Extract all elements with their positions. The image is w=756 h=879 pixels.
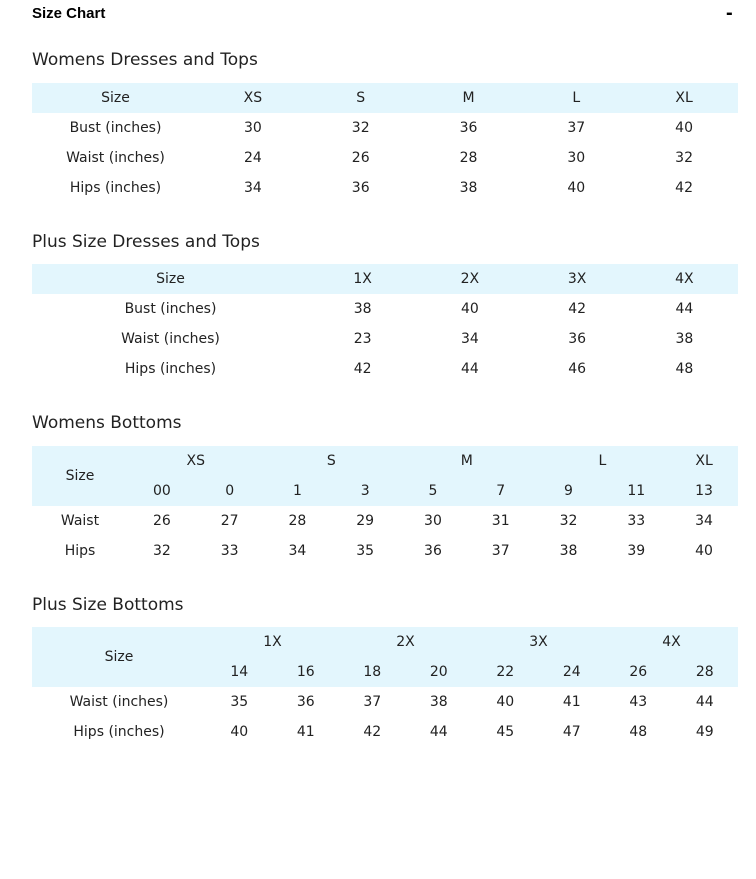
table-cell: 28 <box>288 513 307 529</box>
table-cell: 45 <box>496 724 515 740</box>
table-cell: 24 <box>243 150 262 166</box>
size-group-header: 3X <box>529 634 548 650</box>
table-cell: 38 <box>675 331 694 347</box>
size-number: 11 <box>627 483 646 499</box>
row-label: Hips (inches) <box>69 180 162 196</box>
size-number: 9 <box>564 483 573 499</box>
table-header-row <box>32 83 738 113</box>
table-cell: 30 <box>567 150 586 166</box>
table-dresses-tops <box>32 83 738 203</box>
table-row <box>32 354 738 384</box>
table-row <box>32 687 738 717</box>
table-row <box>32 536 738 566</box>
table-row <box>32 294 738 324</box>
table-cell: 33 <box>627 513 646 529</box>
table-cell: 40 <box>567 180 586 196</box>
table-cell: 26 <box>351 150 370 166</box>
row-label: Hips (inches) <box>124 361 217 377</box>
row-label: Waist (inches) <box>69 694 169 710</box>
table-cell: 43 <box>629 694 648 710</box>
table-cell: 38 <box>353 301 372 317</box>
table-cell: 44 <box>695 694 714 710</box>
table-cell: 37 <box>567 120 586 136</box>
table-cell: 49 <box>695 724 714 740</box>
table-cell: 29 <box>356 513 375 529</box>
table-header-row <box>32 476 738 506</box>
column-header: 4X <box>675 271 694 287</box>
table-cell: 30 <box>243 120 262 136</box>
table-cell: 27 <box>220 513 239 529</box>
table-row <box>32 143 738 173</box>
size-group-header: XS <box>186 453 205 469</box>
size-number: 20 <box>429 664 448 680</box>
column-header: 3X <box>567 271 587 287</box>
row-label: Waist (inches) <box>66 150 165 166</box>
table-cell: 48 <box>675 361 694 377</box>
table-cell: 42 <box>675 180 693 196</box>
table-bottoms <box>32 446 738 566</box>
table-cell: 46 <box>568 361 587 377</box>
table-header-row <box>32 264 738 294</box>
table-cell: 40 <box>496 694 515 710</box>
size-header: Size <box>65 468 95 484</box>
size-group-header: L <box>598 453 607 469</box>
table-row <box>32 113 738 143</box>
table-cell: 40 <box>675 120 693 136</box>
size-group-header: 4X <box>662 634 681 650</box>
table-cell: 48 <box>629 724 648 740</box>
size-number: 24 <box>562 664 581 680</box>
table-cell: 32 <box>351 120 370 136</box>
table-row <box>32 717 738 747</box>
size-group-header: 2X <box>396 634 415 650</box>
section-title-plus-dresses-tops: Plus Size Dresses and Tops <box>32 232 260 252</box>
table-cell: 34 <box>243 180 262 196</box>
column-header: 2X <box>460 271 480 287</box>
table-cell: 47 <box>562 724 581 740</box>
section-title-bottoms: Womens Bottoms <box>32 413 182 433</box>
table-cell: 37 <box>363 694 382 710</box>
table-cell: 44 <box>460 361 479 377</box>
size-number: 18 <box>363 664 382 680</box>
row-label: Hips <box>64 543 96 559</box>
size-number: 0 <box>225 483 235 499</box>
table-cell: 42 <box>363 724 382 740</box>
size-number: 5 <box>428 483 438 499</box>
size-number: 16 <box>296 664 315 680</box>
row-label: Waist <box>60 513 100 529</box>
size-group-header: 1X <box>263 634 282 650</box>
table-cell: 34 <box>695 513 713 529</box>
table-cell: 36 <box>424 543 442 559</box>
table-cell: 44 <box>675 301 694 317</box>
table-cell: 23 <box>353 331 372 347</box>
column-header: 1X <box>353 271 372 287</box>
table-cell: 36 <box>459 120 478 136</box>
table-cell: 34 <box>288 543 307 559</box>
table-cell: 40 <box>230 724 249 740</box>
table-cell: 26 <box>152 513 171 529</box>
size-number: 26 <box>629 664 648 680</box>
table-cell: 32 <box>675 150 693 166</box>
row-label: Waist (inches) <box>121 331 220 347</box>
table-row <box>32 173 738 203</box>
section-title-plus-bottoms: Plus Size Bottoms <box>32 595 184 615</box>
table-cell: 36 <box>568 331 587 347</box>
table-cell: 41 <box>562 694 581 710</box>
table-cell: 38 <box>559 543 578 559</box>
table-plus-bottoms <box>32 627 738 747</box>
row-label: Bust (inches) <box>69 120 162 136</box>
table-cell: 35 <box>230 694 249 710</box>
size-group-header: XL <box>695 453 713 469</box>
size-number: 3 <box>360 483 370 499</box>
size-number: 00 <box>152 483 171 499</box>
table-cell: 40 <box>695 543 713 559</box>
size-number: 28 <box>695 664 714 680</box>
size-number: 7 <box>496 483 506 499</box>
column-header: Size <box>101 90 130 106</box>
table-row <box>32 324 738 354</box>
column-header: XL <box>675 90 693 106</box>
table-cell: 33 <box>220 543 239 559</box>
collapse-toggle[interactable]: - <box>726 2 733 24</box>
table-cell: 34 <box>460 331 479 347</box>
table-cell: 28 <box>459 150 478 166</box>
row-label: Hips (inches) <box>73 724 165 740</box>
table-cell: 39 <box>627 543 646 559</box>
table-cell: 36 <box>296 694 315 710</box>
table-cell: 38 <box>429 694 448 710</box>
table-cell: 41 <box>296 724 315 740</box>
size-chart-title: Size Chart <box>32 5 106 22</box>
table-cell: 35 <box>356 543 375 559</box>
size-number: 14 <box>230 664 249 680</box>
size-number: 13 <box>695 483 713 499</box>
row-label: Bust (inches) <box>124 301 217 317</box>
size-group-header: M <box>460 453 473 469</box>
table-cell: 42 <box>353 361 372 377</box>
table-cell: 42 <box>568 301 587 317</box>
table-cell: 30 <box>424 513 442 529</box>
table-cell: 40 <box>460 301 479 317</box>
size-group-header: S <box>326 453 336 469</box>
section-title-dresses-tops: Womens Dresses and Tops <box>32 50 258 70</box>
table-header-row <box>32 627 738 657</box>
table-cell: 44 <box>429 724 448 740</box>
table-cell: 31 <box>491 513 510 529</box>
table-row <box>32 506 738 536</box>
table-cell: 38 <box>459 180 478 196</box>
column-header: XS <box>243 90 263 106</box>
table-cell: 36 <box>351 180 370 196</box>
size-number: 22 <box>496 664 515 680</box>
column-header: Size <box>156 271 185 287</box>
table-cell: 32 <box>152 543 171 559</box>
column-header: S <box>356 90 366 106</box>
table-plus-dresses-tops <box>32 264 738 384</box>
size-number: 1 <box>292 483 302 499</box>
column-header: M <box>462 90 475 106</box>
table-header-row <box>32 446 738 476</box>
table-cell: 37 <box>491 543 510 559</box>
column-header: L <box>572 90 581 106</box>
size-header: Size <box>104 649 134 665</box>
table-cell: 32 <box>559 513 578 529</box>
